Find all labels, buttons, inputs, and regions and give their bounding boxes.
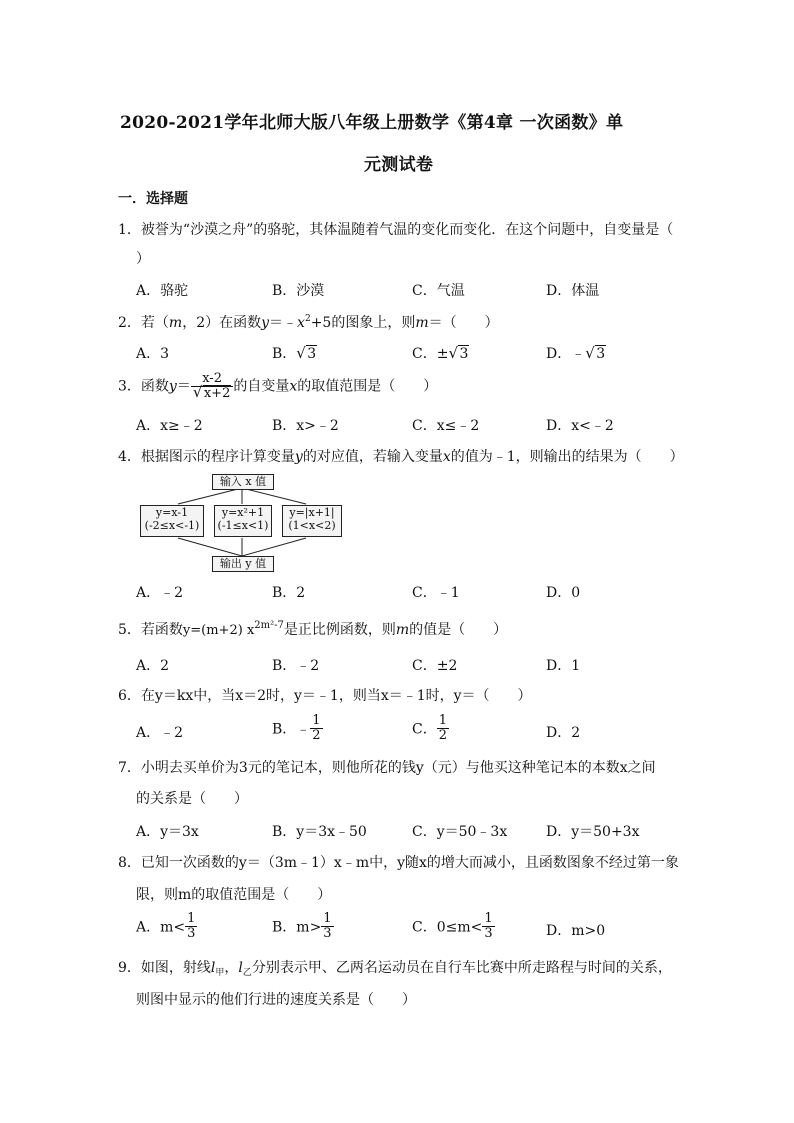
q3-eq: ＝: [176, 378, 191, 395]
question-7: [118, 757, 656, 777]
question-8: [118, 852, 679, 872]
q6-fraction-c: [437, 714, 449, 743]
q2-option-d-label: D．﹣: [546, 346, 586, 362]
q8-frac-a-num: 1: [187, 911, 196, 926]
q2-post: +5的图象上，则: [310, 315, 416, 331]
q9-sub-yi: 乙: [242, 968, 252, 978]
question-2: [118, 312, 499, 332]
q2-mid: ，2）在函数: [182, 315, 262, 331]
q8-option-d: D．m>0: [546, 923, 606, 939]
q8-fraction-c: [482, 912, 494, 941]
q8-line1: 已知一次函数的y＝（3m﹣1）x﹣m中，y随x的增大而减小，且函数图象不经过第一象: [140, 855, 679, 871]
q4-mid: 的对应值，若输入变量: [302, 449, 443, 465]
q8-option-a-label: A．m<: [136, 919, 186, 936]
q8-frac-c-num: 1: [484, 911, 493, 926]
flow-branch-3-formula: y=|x+1|: [289, 506, 335, 519]
q8-fraction-b: [321, 912, 333, 941]
question-6: [118, 685, 532, 705]
q3-frac-radicand: x+2: [203, 386, 231, 401]
q6-text: 在y＝kx中，当x＝2时，y＝﹣1，则当x＝﹣1时，y＝（ ）: [140, 688, 532, 704]
q5-var-x: x: [246, 623, 255, 638]
question-9: [118, 957, 672, 978]
q3-end: 的取值范围是（ ）: [297, 378, 438, 395]
q2-pre: 若（: [140, 315, 169, 331]
q1-option-d: D．体温: [546, 283, 600, 299]
q2-option-c-label: C．±: [412, 346, 449, 362]
q5-number: 5．: [118, 622, 141, 638]
q2-var-m: m: [168, 315, 183, 331]
q8-option-a: [136, 912, 197, 941]
q4-end: 的值为﹣1，则输出的结果为（ ）: [450, 449, 684, 465]
q1-number: 1．: [118, 222, 141, 238]
q3-pre: 函数: [140, 378, 169, 395]
question-4: [118, 446, 684, 466]
q9-sub-jia: 甲: [215, 968, 225, 978]
q6-frac-c-den: 2: [438, 728, 447, 743]
q2-option-b: [272, 343, 317, 363]
q8-number: 8．: [118, 855, 141, 871]
q3-option-b: B．x>﹣2: [272, 418, 339, 434]
q9-line2: 则图中显示的他们行进的速度关系是（ ）: [136, 992, 416, 1008]
q6-option-b-label: B．﹣: [272, 721, 311, 738]
q8-fraction-a: [185, 912, 197, 941]
q2-option-d: [546, 343, 606, 363]
q5-option-d: D．1: [546, 658, 581, 674]
program-flowchart: [138, 472, 346, 572]
q5-end: 的值是（ ）: [409, 622, 508, 638]
q7-option-b: B．y＝3x﹣50: [272, 824, 367, 840]
q6-frac-b-num: 1: [312, 713, 321, 728]
q8-option-b-label: B．m>: [272, 919, 322, 936]
q3-option-c: C．x≤﹣2: [412, 418, 480, 434]
q3-fraction: [191, 372, 234, 401]
question-5: [118, 619, 507, 639]
q8-option-c: [412, 912, 495, 941]
flow-branch-1-range: (-2≤x<-1): [144, 519, 200, 532]
flow-branch-3-range: (1<x<2): [288, 519, 336, 532]
q2-sqrt-b: 3: [307, 346, 317, 362]
q8-frac-b-den: 3: [323, 926, 332, 941]
sqrt-symbol: [448, 346, 469, 362]
flow-output-box: 输出 y 值: [212, 556, 274, 572]
q2-exponent: 2: [304, 314, 311, 324]
q8-option-c-label: C．0≤m<: [412, 919, 483, 936]
q2-end: ＝（ ）: [428, 315, 499, 331]
q6-frac-b-den: 2: [312, 728, 321, 743]
q9-sep: ，: [224, 960, 239, 976]
q4-text: 根据图示的程序计算变量: [140, 449, 295, 465]
q3-var-x: x: [289, 378, 298, 395]
q3-frac-numerator: x-2: [191, 372, 234, 387]
flow-branch-2: [214, 505, 272, 537]
q4-option-d: D．0: [546, 585, 581, 601]
q1-close-paren: ）: [136, 251, 150, 267]
q4-option-b: B．2: [272, 585, 306, 601]
q2-option-a: A．3: [136, 346, 170, 362]
q2-sqrt-c: 3: [459, 346, 469, 362]
title-line-2: 元测试卷: [364, 155, 434, 175]
q7-line1: 小明去买单价为3元的笔记本，则他所花的钱y（元）与他买这种笔记本的本数x之间: [140, 760, 656, 776]
q7-number: 7．: [118, 760, 141, 776]
q4-number: 4．: [118, 449, 141, 465]
q2-option-b-label: B．: [272, 346, 297, 362]
q8-line2: 限，则m的取值范围是（ ）: [136, 887, 332, 903]
q7-option-d: D．y＝50+3x: [546, 824, 640, 840]
q1-option-a: A．骆驼: [136, 283, 189, 299]
q6-option-d: D．2: [546, 725, 581, 741]
q6-number: 6．: [118, 688, 141, 704]
q2-var-x: x: [297, 315, 305, 331]
q5-pre: 若函数: [140, 622, 183, 638]
q7-option-a: A．y＝3x: [136, 824, 199, 840]
q5-post: 是正比例函数，则: [283, 622, 396, 638]
sqrt-symbol: [193, 387, 232, 401]
q2-var-m2: m: [415, 315, 429, 331]
flow-branch-2-formula: y=x²+1: [221, 506, 265, 519]
q6-option-c: [412, 714, 449, 743]
title-line-1: 2020-2021学年北师大版八年级上册数学《第4章 一次函数》单: [120, 113, 624, 133]
q5-var-m: m: [395, 622, 410, 638]
q8-frac-b-num: 1: [323, 911, 332, 926]
q3-post: 的自变量: [233, 378, 290, 395]
q2-option-c: [412, 343, 469, 363]
q7-line2: 的关系是（ ）: [136, 791, 248, 807]
q4-option-c: C．﹣1: [412, 585, 460, 601]
q8-option-b: [272, 912, 334, 941]
q9-line1-post: 分别表示甲、乙两名运动员在自行车比赛中所走路程与时间的关系，: [251, 960, 672, 976]
q4-var-x: x: [442, 449, 451, 465]
sqrt-symbol: [585, 346, 606, 362]
flow-branch-3: [282, 505, 342, 537]
q4-option-a: A．﹣2: [136, 585, 184, 601]
q9-line1-pre: 如图，射线: [140, 960, 211, 976]
q9-number: 9．: [118, 960, 141, 976]
section-heading: 一．选择题: [118, 191, 188, 207]
q8-frac-c-den: 3: [484, 926, 493, 941]
q2-number: 2．: [118, 315, 141, 331]
q6-frac-c-num: 1: [438, 713, 447, 728]
q5-exponent: 2m²-7: [254, 620, 284, 631]
flow-input-box: 输入 x 值: [212, 474, 274, 490]
question-1: [118, 219, 673, 239]
q3-number: 3．: [118, 378, 141, 395]
q1-text: 被誉为“沙漠之舟”的骆驼，其体温随着气温的变化而变化．在这个问题中，自变量是（: [140, 222, 674, 238]
q2-var-y: y: [261, 315, 270, 331]
q5-option-c: C．±2: [412, 658, 458, 674]
q3-option-d: D．x<﹣2: [546, 418, 614, 434]
q6-option-c-label: C．: [412, 721, 437, 738]
q2-sqrt-d: 3: [596, 346, 606, 362]
q9-var-l2: l: [238, 960, 243, 976]
q5-option-b: B．﹣2: [272, 658, 320, 674]
flow-branch-2-range: (-1≤x<1): [217, 519, 269, 532]
question-3: [118, 372, 437, 401]
q2-eq: ＝﹣: [269, 315, 298, 331]
q7-option-c: C．y＝50﹣3x: [412, 824, 508, 840]
q5-option-a: A．2: [136, 658, 170, 674]
q1-option-b: B．沙漠: [272, 283, 325, 299]
flow-branch-1-formula: y=x-1: [155, 506, 189, 519]
q1-option-c: C．气温: [412, 283, 465, 299]
q3-frac-denominator: [191, 387, 234, 401]
flow-branch-1: [140, 505, 204, 537]
sqrt-symbol: [296, 346, 317, 362]
q6-option-a: A．﹣2: [136, 725, 184, 741]
q9-var-l1: l: [210, 960, 216, 976]
q5-func: y=(m+2): [182, 623, 243, 638]
q8-frac-a-den: 3: [187, 926, 196, 941]
q6-option-b: [272, 714, 323, 743]
q6-fraction-b: [310, 714, 322, 743]
q3-option-a: A．x≥﹣2: [136, 418, 203, 434]
q4-var-y: y: [294, 449, 303, 465]
q3-var-y: y: [168, 378, 177, 395]
